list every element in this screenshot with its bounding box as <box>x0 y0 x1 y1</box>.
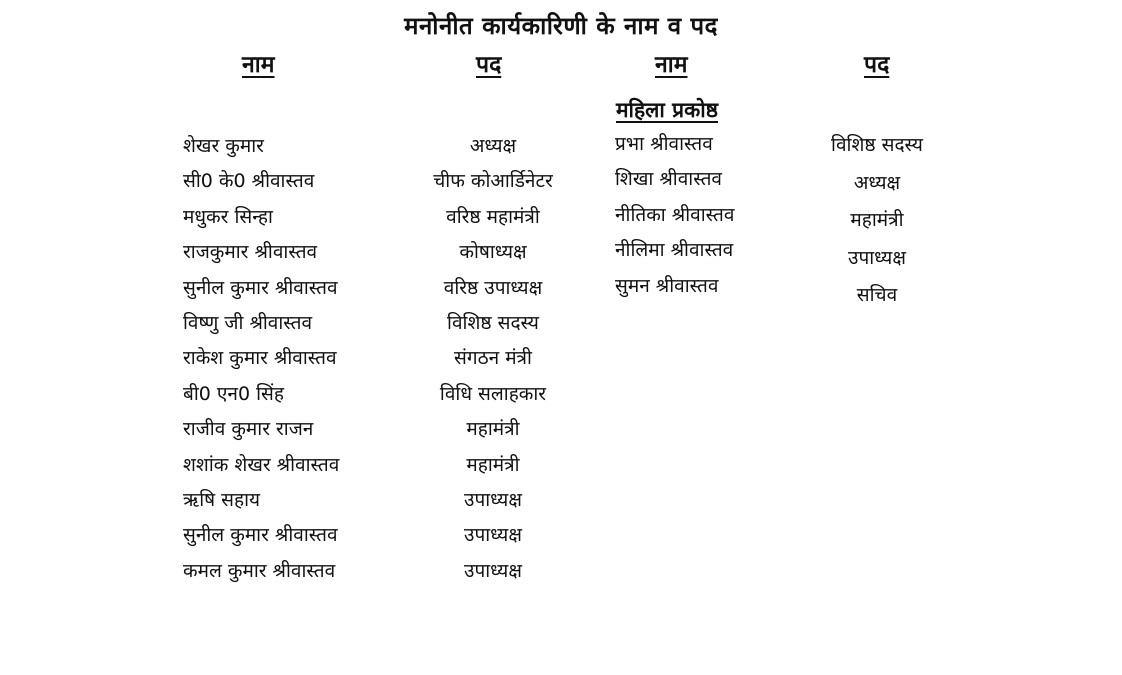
right-post-header: पद <box>864 52 890 78</box>
right-name-header: नाम <box>655 52 688 78</box>
member-name: सी0 के0 श्रीवास्तव <box>183 170 315 193</box>
main-member-names <box>183 129 403 589</box>
member-name: शशांक शेखर श्रीवास्तव <box>183 453 340 476</box>
member-name: कमल कुमार श्रीवास्तव <box>183 559 336 582</box>
member-post: विधि सलाहकार <box>439 382 547 405</box>
member-post: चीफ कोआर्डिनेटर <box>433 170 553 193</box>
member-post: वरिष्ठ महामंत्री <box>446 205 540 228</box>
member-post: अध्यक्ष <box>469 135 517 157</box>
member-name: राजीव कुमार राजन <box>183 418 314 441</box>
women-member-post: अध्यक्ष <box>853 171 901 194</box>
left-name-header: नाम <box>242 52 275 78</box>
member-name: सुनील कुमार श्रीवास्तव <box>183 276 338 299</box>
member-post: संगठन मंत्री <box>454 347 532 370</box>
member-post: उपाध्यक्ष <box>464 559 522 582</box>
member-post: विशिष्ठ सदस्य <box>447 311 539 334</box>
women-member-name: सुमन श्रीवास्तव <box>615 274 719 297</box>
women-member-post: उपाध्यक्ष <box>848 246 906 269</box>
member-name: मधुकर सिन्हा <box>183 205 273 228</box>
member-post: महामंत्री <box>466 418 520 441</box>
main-member-posts <box>403 129 583 589</box>
member-name: सुनील कुमार श्रीवास्तव <box>183 524 338 547</box>
women-member-names <box>615 127 815 304</box>
member-post: उपाध्यक्ष <box>464 488 522 511</box>
member-name: शेखर कुमार <box>183 135 264 157</box>
women-member-posts <box>797 127 957 315</box>
women-member-name: नीतिका श्रीवास्तव <box>615 203 735 226</box>
women-member-name: प्रभा श्रीवास्तव <box>615 133 713 155</box>
member-post: वरिष्ठ उपाध्यक्ष <box>443 276 543 299</box>
member-name: विष्णु जी श्रीवास्तव <box>183 311 313 334</box>
women-member-post: विशिष्ठ सदस्य <box>831 134 923 156</box>
women-member-name: शिखा श्रीवास्तव <box>615 168 722 191</box>
member-post: उपाध्यक्ष <box>464 524 522 547</box>
left-post-header: पद <box>476 52 502 78</box>
member-name: राकेश कुमार श्रीवास्तव <box>183 347 337 370</box>
member-post: महामंत्री <box>466 453 520 476</box>
member-post: कोषाध्यक्ष <box>459 241 527 264</box>
women-member-name: नीलिमा श्रीवास्तव <box>615 239 734 262</box>
page-title: मनोनीत कार्यकारिणी के नाम व पद <box>404 12 718 40</box>
member-name: ऋषि सहाय <box>183 488 261 511</box>
women-member-post: सचिव <box>856 284 898 306</box>
women-wing-heading: महिला प्रकोष्ठ <box>616 98 719 122</box>
member-name: बी0 एन0 सिंह <box>183 382 284 405</box>
member-name: राजकुमार श्रीवास्तव <box>183 241 318 264</box>
women-member-post: महामंत्री <box>850 209 904 231</box>
